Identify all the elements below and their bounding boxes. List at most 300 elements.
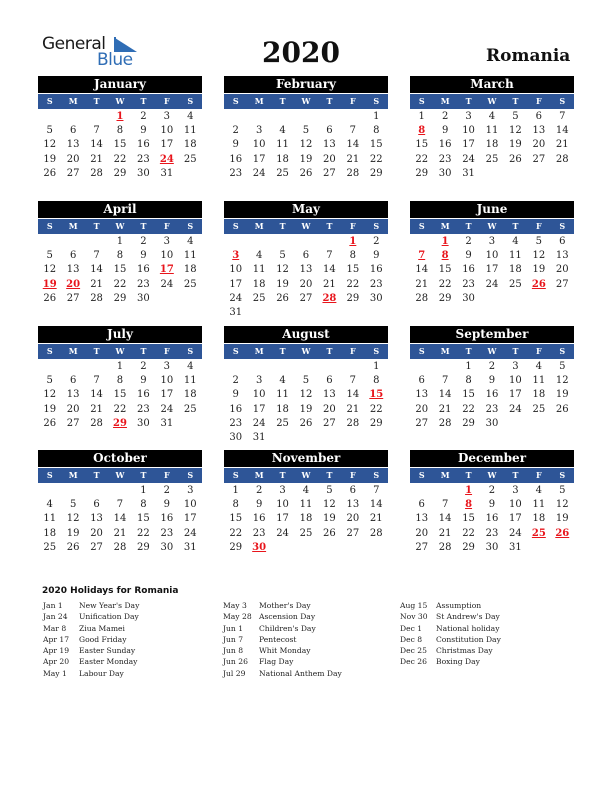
day-cell: 5 xyxy=(535,236,543,247)
holiday-name: New Year's Day xyxy=(79,601,140,610)
day-cell: 22 xyxy=(113,403,127,415)
day-cell: 18 xyxy=(532,389,546,401)
empty-cell xyxy=(61,235,84,249)
day-cell: 26 xyxy=(509,153,522,165)
day-cell: 2 xyxy=(140,236,147,247)
day-cell: 12 xyxy=(509,125,522,137)
day-cell: 18 xyxy=(183,264,197,276)
day-cell: 26 xyxy=(66,541,80,553)
day-cell: 30 xyxy=(369,292,383,304)
day-cell: 25 xyxy=(276,417,289,429)
day-cell: 5 xyxy=(302,375,310,387)
day-grid xyxy=(38,360,202,431)
holiday-day-cell: 20 xyxy=(66,278,81,290)
day-cell: 25 xyxy=(509,278,522,290)
day-cell: 13 xyxy=(555,250,569,262)
weekday-label: S xyxy=(232,221,239,231)
year-title: 2020 xyxy=(262,36,340,69)
day-cell: 29 xyxy=(369,167,383,179)
day-cell: 14 xyxy=(369,499,383,511)
day-cell: 23 xyxy=(252,527,266,539)
holiday-day-cell: 17 xyxy=(159,264,174,276)
day-cell: 13 xyxy=(532,125,546,137)
month-may xyxy=(224,201,388,320)
day-cell: 28 xyxy=(369,527,383,539)
weekday-label: S xyxy=(559,470,566,480)
day-cell: 26 xyxy=(555,403,569,415)
day-cell: 31 xyxy=(462,167,475,179)
empty-cell xyxy=(410,360,433,374)
day-cell: 24 xyxy=(276,527,289,539)
logo-text-blue: Blue xyxy=(97,50,133,70)
weekday-label: S xyxy=(418,470,425,480)
weekday-label: T xyxy=(279,221,286,231)
day-cell: 13 xyxy=(66,139,80,151)
empty-cell xyxy=(318,110,341,124)
day-cell: 17 xyxy=(462,139,475,151)
weekday-header xyxy=(410,344,574,359)
day-cell: 1 xyxy=(116,361,124,372)
weekday-label: W xyxy=(115,346,125,356)
day-cell: 12 xyxy=(66,513,80,525)
day-cell: 19 xyxy=(555,513,569,525)
day-cell: 8 xyxy=(349,250,357,262)
empty-cell xyxy=(85,110,108,124)
day-cell: 8 xyxy=(116,375,124,387)
holiday-day-cell: 19 xyxy=(42,278,57,290)
day-cell: 26 xyxy=(43,292,57,304)
month-name: August xyxy=(224,326,388,343)
holiday-item xyxy=(43,612,139,623)
day-cell: 28 xyxy=(90,167,103,179)
day-cell: 17 xyxy=(509,389,522,401)
day-cell: 14 xyxy=(90,389,103,401)
day-cell: 28 xyxy=(438,541,452,553)
day-grid xyxy=(224,235,388,320)
day-cell: 21 xyxy=(415,278,429,290)
day-cell: 17 xyxy=(183,513,197,525)
holiday-date: May 28 xyxy=(223,612,252,622)
holiday-day-cell: 29 xyxy=(113,417,127,429)
holiday-day-cell: 3 xyxy=(232,250,240,262)
holiday-item xyxy=(400,635,501,646)
day-cell: 22 xyxy=(229,527,243,539)
day-cell: 5 xyxy=(279,250,286,262)
weekday-label: S xyxy=(373,221,380,231)
day-cell: 4 xyxy=(255,250,263,262)
day-cell: 10 xyxy=(485,250,499,262)
holiday-day-cell: 30 xyxy=(252,541,267,553)
day-cell: 3 xyxy=(187,485,194,496)
holiday-day-cell: 28 xyxy=(322,292,337,304)
day-cell: 1 xyxy=(116,236,124,247)
day-cell: 9 xyxy=(373,250,380,262)
empty-cell xyxy=(294,110,317,124)
weekday-label: W xyxy=(301,470,311,480)
day-cell: 27 xyxy=(66,417,80,429)
country-title: Romania xyxy=(486,46,571,66)
holiday-day-cell: 26 xyxy=(531,278,546,290)
day-cell: 6 xyxy=(302,250,310,262)
day-cell: 7 xyxy=(116,499,124,511)
day-cell: 8 xyxy=(373,125,380,137)
day-cell: 9 xyxy=(232,139,239,151)
day-cell: 23 xyxy=(137,153,150,165)
day-cell: 29 xyxy=(229,541,243,553)
day-cell: 3 xyxy=(465,111,472,122)
day-grid xyxy=(38,235,202,306)
weekday-label: M xyxy=(68,96,78,106)
day-cell: 14 xyxy=(323,264,336,276)
weekday-label: F xyxy=(536,96,542,106)
empty-cell xyxy=(294,235,317,249)
day-cell: 11 xyxy=(299,499,313,511)
day-cell: 4 xyxy=(187,111,194,122)
weekday-label: T xyxy=(512,346,519,356)
day-cell: 25 xyxy=(532,403,546,415)
day-cell: 6 xyxy=(535,111,543,122)
weekday-label: T xyxy=(93,221,100,231)
holiday-date: Dec 1 xyxy=(400,623,423,633)
day-cell: 16 xyxy=(438,139,452,151)
holiday-day-cell: 8 xyxy=(418,125,426,137)
day-grid xyxy=(410,484,574,555)
day-cell: 11 xyxy=(532,499,546,511)
weekday-label: M xyxy=(254,346,264,356)
day-cell: 5 xyxy=(559,361,566,372)
holiday-item xyxy=(43,624,139,635)
holiday-item xyxy=(43,669,139,680)
month-july xyxy=(38,326,202,431)
holidays-column xyxy=(43,601,139,680)
day-cell: 10 xyxy=(160,375,174,387)
day-cell: 14 xyxy=(113,513,127,525)
weekday-label: S xyxy=(187,221,194,231)
day-cell: 17 xyxy=(485,264,499,276)
month-august xyxy=(224,326,388,445)
empty-cell xyxy=(38,484,61,498)
day-cell: 10 xyxy=(252,389,266,401)
day-cell: 10 xyxy=(229,264,243,276)
day-cell: 15 xyxy=(113,264,127,276)
weekday-label: T xyxy=(140,346,147,356)
day-cell: 14 xyxy=(90,264,103,276)
day-cell: 14 xyxy=(415,264,429,276)
empty-cell xyxy=(38,235,61,249)
day-grid xyxy=(224,110,388,181)
weekday-header xyxy=(38,94,202,109)
day-cell: 13 xyxy=(323,139,336,151)
day-cell: 15 xyxy=(369,139,383,151)
weekday-label: S xyxy=(418,96,425,106)
day-cell: 27 xyxy=(323,417,336,429)
weekday-header xyxy=(224,219,388,234)
day-grid xyxy=(224,484,388,555)
day-cell: 19 xyxy=(532,264,546,276)
day-cell: 7 xyxy=(441,375,449,387)
day-cell: 3 xyxy=(163,361,171,372)
month-november xyxy=(224,450,388,555)
day-cell: 2 xyxy=(232,375,239,387)
weekday-label: M xyxy=(68,221,78,231)
empty-cell xyxy=(318,235,341,249)
holiday-name: Mother's Day xyxy=(259,601,311,610)
day-cell: 15 xyxy=(229,513,243,525)
holiday-date: May 3 xyxy=(223,601,247,610)
empty-cell xyxy=(224,235,247,249)
holiday-date: Apr 20 xyxy=(43,657,70,667)
day-cell: 4 xyxy=(535,361,543,372)
day-cell: 7 xyxy=(559,111,566,122)
day-cell: 29 xyxy=(113,167,127,179)
day-cell: 7 xyxy=(349,375,357,387)
day-cell: 18 xyxy=(276,153,289,165)
day-cell: 19 xyxy=(299,153,313,165)
month-january xyxy=(38,76,202,181)
month-april xyxy=(38,201,202,306)
day-cell: 12 xyxy=(532,250,546,262)
day-cell: 23 xyxy=(160,527,174,539)
holiday-name: Christmas Day xyxy=(436,646,493,656)
empty-cell xyxy=(271,110,294,124)
empty-cell xyxy=(85,235,108,249)
day-cell: 17 xyxy=(229,278,243,290)
holiday-item xyxy=(400,646,501,657)
empty-cell xyxy=(224,360,247,374)
weekday-label: S xyxy=(46,96,53,106)
day-cell: 2 xyxy=(140,111,147,122)
day-cell: 8 xyxy=(140,499,147,511)
holiday-day-cell: 1 xyxy=(465,485,473,496)
weekday-label: S xyxy=(559,346,566,356)
holiday-date: Dec 25 xyxy=(400,646,427,656)
day-cell: 9 xyxy=(465,250,472,262)
day-cell: 24 xyxy=(509,527,522,539)
weekday-label: M xyxy=(440,346,450,356)
day-cell: 17 xyxy=(252,153,266,165)
day-cell: 2 xyxy=(488,361,496,372)
day-cell: 14 xyxy=(555,125,569,137)
day-cell: 20 xyxy=(90,527,103,539)
day-cell: 17 xyxy=(276,513,289,525)
day-cell: 25 xyxy=(276,167,289,179)
day-cell: 27 xyxy=(66,167,80,179)
holiday-item xyxy=(400,612,501,623)
day-cell: 29 xyxy=(113,292,127,304)
day-cell: 30 xyxy=(438,167,452,179)
month-name: November xyxy=(224,450,388,467)
weekday-label: W xyxy=(487,221,497,231)
weekday-label: F xyxy=(164,346,170,356)
weekday-label: W xyxy=(115,96,125,106)
day-cell: 31 xyxy=(229,306,243,318)
day-cell: 19 xyxy=(43,403,57,415)
weekday-label: W xyxy=(115,470,125,480)
weekday-label: W xyxy=(301,221,311,231)
day-cell: 6 xyxy=(559,236,566,247)
day-cell: 26 xyxy=(299,417,313,429)
day-cell: 19 xyxy=(299,403,313,415)
day-grid xyxy=(224,360,388,445)
weekday-label: F xyxy=(536,221,542,231)
weekday-label: M xyxy=(440,221,450,231)
day-cell: 16 xyxy=(137,389,150,401)
day-cell: 10 xyxy=(462,125,475,137)
day-cell: 21 xyxy=(346,403,360,415)
day-cell: 24 xyxy=(462,153,475,165)
weekday-label: T xyxy=(93,346,100,356)
day-cell: 20 xyxy=(323,153,336,165)
day-cell: 17 xyxy=(252,403,266,415)
day-cell: 24 xyxy=(160,278,174,290)
day-cell: 11 xyxy=(509,250,522,262)
day-cell: 29 xyxy=(369,417,383,429)
day-cell: 22 xyxy=(438,278,452,290)
day-cell: 27 xyxy=(532,153,546,165)
day-cell: 4 xyxy=(488,111,496,122)
day-cell: 15 xyxy=(415,139,429,151)
weekday-label: S xyxy=(187,470,194,480)
day-cell: 18 xyxy=(183,139,197,151)
day-cell: 3 xyxy=(163,236,171,247)
day-cell: 29 xyxy=(462,541,475,553)
day-cell: 21 xyxy=(438,527,452,539)
weekday-label: T xyxy=(93,96,100,106)
day-grid xyxy=(38,484,202,555)
weekday-label: W xyxy=(115,221,125,231)
day-cell: 28 xyxy=(90,292,103,304)
day-cell: 10 xyxy=(160,125,174,137)
day-cell: 17 xyxy=(160,389,174,401)
weekday-label: F xyxy=(164,470,170,480)
day-cell: 12 xyxy=(43,389,57,401)
day-cell: 13 xyxy=(415,389,429,401)
month-name: October xyxy=(38,450,202,467)
day-cell: 8 xyxy=(116,250,124,262)
weekday-label: T xyxy=(326,346,333,356)
day-cell: 7 xyxy=(93,375,100,387)
day-cell: 16 xyxy=(229,403,243,415)
day-cell: 20 xyxy=(66,403,80,415)
holiday-date: Apr 17 xyxy=(43,634,70,644)
day-cell: 21 xyxy=(555,139,569,151)
holiday-name: National holiday xyxy=(436,623,500,633)
day-cell: 4 xyxy=(46,499,53,511)
day-cell: 23 xyxy=(137,403,150,415)
month-march xyxy=(410,76,574,181)
weekday-label: S xyxy=(187,96,194,106)
holiday-name: Constitution Day xyxy=(436,634,501,644)
day-cell: 16 xyxy=(369,264,383,276)
day-cell: 23 xyxy=(369,278,383,290)
month-name: February xyxy=(224,76,388,93)
day-cell: 22 xyxy=(415,153,429,165)
month-name: July xyxy=(38,326,202,343)
weekday-header xyxy=(38,219,202,234)
weekday-label: T xyxy=(279,346,286,356)
holiday-name: Ascension Day xyxy=(259,612,316,622)
day-cell: 27 xyxy=(346,527,360,539)
day-cell: 11 xyxy=(532,375,546,387)
holiday-date: Apr 19 xyxy=(43,646,70,656)
day-cell: 20 xyxy=(299,278,313,290)
day-cell: 31 xyxy=(509,541,522,553)
month-december xyxy=(410,450,574,555)
day-cell: 12 xyxy=(323,499,336,511)
month-name: May xyxy=(224,201,388,218)
day-cell: 27 xyxy=(555,278,569,290)
day-cell: 29 xyxy=(462,417,475,429)
holiday-date: Nov 30 xyxy=(400,612,428,622)
holiday-date: Jun 7 xyxy=(223,634,244,644)
holiday-item xyxy=(400,657,501,668)
holiday-item xyxy=(43,646,139,657)
weekday-label: T xyxy=(465,346,472,356)
day-grid xyxy=(410,235,574,306)
day-cell: 24 xyxy=(509,403,522,415)
day-cell: 18 xyxy=(183,389,197,401)
day-cell: 29 xyxy=(346,292,360,304)
day-cell: 16 xyxy=(160,513,174,525)
holiday-item xyxy=(43,635,139,646)
day-cell: 15 xyxy=(462,513,475,525)
day-cell: 7 xyxy=(373,485,380,496)
holiday-day-cell: 26 xyxy=(555,527,570,539)
day-cell: 10 xyxy=(252,139,266,151)
day-cell: 23 xyxy=(229,417,243,429)
weekday-header xyxy=(410,94,574,109)
day-cell: 30 xyxy=(160,541,174,553)
day-cell: 6 xyxy=(69,125,77,137)
day-cell: 8 xyxy=(373,375,380,387)
day-cell: 18 xyxy=(509,264,522,276)
day-cell: 5 xyxy=(512,111,519,122)
day-cell: 5 xyxy=(46,250,53,262)
day-cell: 13 xyxy=(299,264,313,276)
day-cell: 11 xyxy=(183,375,197,387)
day-cell: 11 xyxy=(183,250,197,262)
day-cell: 6 xyxy=(349,485,357,496)
month-name: September xyxy=(410,326,574,343)
day-cell: 2 xyxy=(488,485,496,496)
holiday-day-cell: 1 xyxy=(116,111,124,122)
day-cell: 14 xyxy=(438,513,452,525)
day-cell: 4 xyxy=(302,485,310,496)
empty-cell xyxy=(38,110,61,124)
day-cell: 9 xyxy=(488,375,496,387)
day-cell: 24 xyxy=(485,278,499,290)
month-name: January xyxy=(38,76,202,93)
weekday-label: T xyxy=(512,470,519,480)
day-cell: 18 xyxy=(299,513,313,525)
day-cell: 17 xyxy=(160,139,174,151)
day-cell: 2 xyxy=(140,361,147,372)
day-cell: 24 xyxy=(160,403,174,415)
day-cell: 30 xyxy=(485,417,499,429)
holiday-item xyxy=(223,612,342,623)
day-cell: 30 xyxy=(485,541,499,553)
day-cell: 4 xyxy=(279,375,286,387)
holiday-item xyxy=(400,601,501,612)
weekday-label: F xyxy=(536,470,542,480)
day-cell: 28 xyxy=(113,541,127,553)
empty-cell xyxy=(341,360,364,374)
day-cell: 18 xyxy=(532,513,546,525)
day-cell: 31 xyxy=(160,167,174,179)
holidays-column xyxy=(400,601,501,669)
logo-text-general: General xyxy=(42,34,106,54)
holiday-name: Flag Day xyxy=(259,657,294,667)
